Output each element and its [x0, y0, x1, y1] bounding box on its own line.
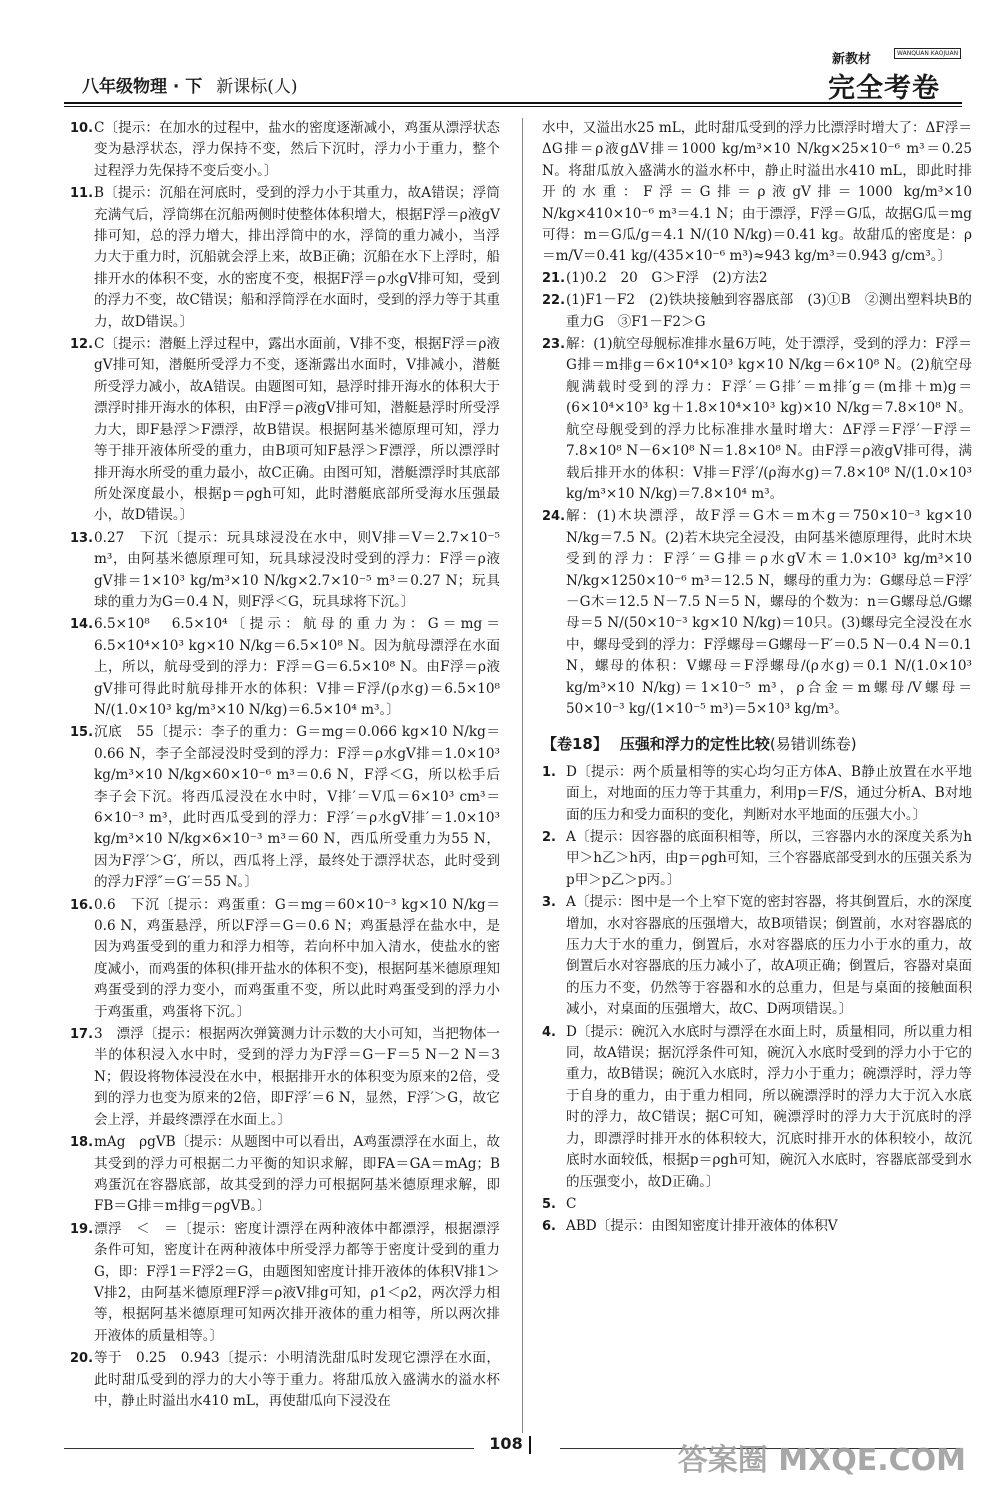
answer-item — [70, 1024, 500, 1131]
course-name: 八年级物理 · 下 — [82, 77, 203, 97]
answer-item — [542, 1194, 972, 1215]
section-title: 压强和浮力的定性比较 — [619, 735, 770, 754]
answer-number: 18. — [70, 1135, 94, 1151]
answer-item — [70, 528, 500, 614]
brand-big-text: 完全考卷 — [828, 73, 940, 104]
answer-number: 23. — [542, 337, 566, 353]
answer-item — [542, 334, 972, 505]
answer-item — [70, 895, 500, 1023]
answer-number: 3. — [542, 895, 556, 911]
answer-item — [70, 1219, 500, 1347]
answer-text: A〔提示：图中是一个上窄下宽的密封容器，将其倒置后，水的深度增加，水对容器底的压强增大，故B项错误；倒置前，水对容器底的压力大于水的重力，倒置后，水对容器底的压力小于水的重力，故倒置后水对容器底的压力减小了，故A项正确；倒置后，容器对桌面的压力不变，仍然等于容器和水的总重力，但是与桌面的接触面积减小，对桌面的压强增大，故C、D两项错误。〕 — [566, 894, 972, 1018]
answer-item — [542, 290, 972, 333]
right-answer-list — [542, 268, 972, 721]
answer-item — [542, 506, 972, 720]
answer-text: B〔提示：沉船在河底时，受到的浮力小于其重力，故A错误；浮筒充满气后，浮筒绑在沉船两侧时使整体体积增大，根据F浮＝ρ液gV排可知，总的浮力增大，排出浮筒中的水，浮筒的重力减小，当浮力大于重力时，沉船就会浮上来，故B正确；沉船在水下上浮时，船排开水的体积不变，水的密度不变，根据F浮＝ρ水gV排可知，受到的浮力不变，故C错误；船和浮筒浮在水面时，受到的浮力等于其重力，故D错误。〕 — [94, 185, 500, 330]
answer-text: ABD〔提示：由图知密度计排开液体的体积V — [566, 1218, 838, 1235]
page-header — [64, 44, 962, 102]
left-column — [70, 118, 500, 1413]
answer-text: D〔提示：碗沉入水底时与漂浮在水面上时，质量相同，所以重力相同，故A错误；据沉浮条件可知，碗沉入水底时受到的浮力小于它的重力，故B错误；碗沉入水底时，浮力小于重力；碗漂浮时，浮力等于自身的重力，由于重力相同，所以碗漂浮时的浮力大于沉入水底时的浮力，故C错误；据C可知，碗漂浮时的浮力大于沉底时的浮力，即漂浮时排开水的体积较大，沉底时排开水的体积较小，故沉底时水面较低，根据p＝ρgh可知，碗沉入水底时，容器底部受到水的压强变小，故D正确。〕 — [566, 1023, 972, 1190]
answer-text: 等于 0.25 0.943〔提示：小明清洗甜瓜时发现它漂浮在水面，此时甜瓜受到的浮力的大小等于重力。将甜瓜放入盛满水的溢水杯中，静止时溢出水410 mL，再使甜瓜向下浸没在 — [94, 1350, 500, 1409]
continued-answer: 水中，又溢出水25 mL，此时甜瓜受到的浮力比漂浮时增大了：ΔF浮＝ΔG排＝ρ液gΔV排＝1000 kg/m³×10 N/kg×25×10⁻⁶ m³＝0.25 N。将甜瓜放入盛满水的溢水杯中，静止时溢出水410 mL，即此时排开的水重：F浮＝G排＝ρ液gV排＝1000 kg/m³×10 N/kg×410×10⁻⁶ m³＝4.1 N；由于漂浮，F浮＝G瓜，故据G瓜＝mg可得：m＝G瓜/g＝4.1 N/(10 N/kg)＝0.41 kg。故甜瓜的密度是：ρ＝m/V＝0.41 kg/(435×10⁻⁶ m³)≈943 kg/m³＝0.943 g/cm³。〕 — [542, 120, 972, 265]
answer-text: mAg ρgVB〔提示：从题图中可以看出，A鸡蛋漂浮在水面上，故其受到的浮力可根据二力平衡的知识求解，即FA＝GA＝mAg；B鸡蛋沉在容器底部，故其受到的浮力可根据阿基米德原理求解，即FB＝G排＝m排g＝ρgVB。〕 — [94, 1134, 500, 1215]
answer-number: 19. — [70, 1221, 94, 1237]
answer-number: 21. — [542, 270, 566, 286]
answer-text: C — [566, 1195, 577, 1212]
section-subtitle: (易错训练卷) — [769, 735, 857, 754]
answer-number: 24. — [542, 509, 566, 525]
footer-rule-left — [64, 1448, 474, 1449]
answer-text: D〔提示：两个质量相等的实心均匀正方体A、B静止放置在水平地面上，对地面的压力等于其重力，利用p＝F/S，通过分析A、B对地面的压力和受力面积的变化，判断对水平地面的压强大小。〕 — [566, 763, 972, 823]
answer-number: 1. — [542, 764, 556, 780]
answer-text: 3 漂浮〔提示：根据两次弹簧测力计示数的大小可知，当把物体一半的体积浸入水中时，受到的浮力为F浮＝G－F＝5 N－2 N＝3 N；假设将物体浸没在水中，根据排开水的体积变为原来的2倍，受到的浮力也变为原来的2倍，即F浮′＝6 N，显然，F浮′＞G，故它会上浮，并最终漂浮在水面上。〕 — [94, 1026, 500, 1128]
page-number — [478, 1434, 548, 1454]
answer-item — [70, 722, 500, 893]
answer-item — [70, 118, 500, 182]
answer-number: 12. — [70, 337, 94, 353]
answer-text: C〔提示：在加水的过程中，盐水的密度逐渐减小，鸡蛋从漂浮状态变为悬浮状态，浮力保持不变，然后下沉时，浮力小于重力，整个过程浮力先保持不变后变小。〕 — [94, 120, 500, 179]
answer-number: 15. — [70, 725, 94, 741]
answer-number: 6. — [542, 1219, 556, 1235]
course-title — [82, 72, 298, 97]
answer-item — [70, 334, 500, 527]
edition-label: 新课标(人) — [216, 77, 298, 97]
answer-text: 漂浮 ＜ ＝〔提示：密度计漂浮在两种液体中都漂浮，根据漂浮条件可知，密度计在两种液体中所受浮力都等于密度计受到的重力G，即：F浮1＝F浮2＝G，由题图知密度计排开液体的体积V排1＞V排2，由阿基米德原理F浮＝ρ液V排g可知，ρ1＜ρ2，两次浮力相等，根据阿基米德原理可知两次排开液体的重力相等，所以两次排开液体的质量相等。〕 — [94, 1220, 500, 1344]
answer-number: 17. — [70, 1027, 94, 1043]
section-heading — [542, 734, 972, 755]
section-tag: 【卷18】 — [542, 735, 608, 754]
answer-item — [542, 1022, 972, 1193]
answer-text: C〔提示：潜艇上浮过程中，露出水面前，V排不变，根据F浮＝ρ液gV排可知，潜艇所受浮力不变，逐渐露出水面时，V排减小，潜艇所受浮力减小，故A错误。由题图可知，悬浮时排开海水的体积大于漂浮时排开海水的体积，由F浮＝ρ液gV排可知，潜艇悬浮时所受浮力大，即F悬浮＞F漂浮，故B错误。根据阿基米德原理可知，浮力等于排开液体所受的重力，由B项可知F悬浮＞F漂浮，所以漂浮时排开海水所受的重力最小，故C正确。由图可知，潜艇漂浮时其底部所处深度最小，根据p＝ρgh可知，此时潜艇底部所受海水压强最小，故D错误。〕 — [94, 336, 500, 524]
answer-text: A〔提示：因容器的底面积相等，所以，三容器内水的深度关系为h甲＞h乙＞h丙，由p＝ρgh可知，三个容器底部受到水的压强关系为p甲＞p乙＞p丙。〕 — [566, 829, 972, 888]
watermark: 答案圈 MXQE.COM — [677, 1443, 966, 1478]
answer-item — [70, 1132, 500, 1218]
answer-number: 22. — [542, 293, 566, 309]
answer-text: 0.6 下沉〔提示：鸡蛋重：G＝mg＝60×10⁻³ kg×10 N/kg＝0.6 N，鸡蛋悬浮，所以F浮＝G＝0.6 N；鸡蛋悬浮在盐水中，是因为鸡蛋受到的重力和浮力相等，若向杯中加入清水，使盐水的密度减小，而鸡蛋的体积(排开盐水的体积不变)，根据阿基米德原理知鸡蛋受到的浮力变小，而鸡蛋重不变，所以此时鸡蛋受到的浮力小于鸡蛋重，鸡蛋将下沉。〕 — [94, 896, 500, 1020]
answer-item — [70, 614, 500, 721]
answer-text: 解：(1)航空母舰标准排水量6万吨，处于漂浮，受到的浮力：F浮＝G排＝m排g＝6×10⁴×10³ kg×10 N/kg＝6×10⁸ N。(2)航空母舰满载时受到的浮力：F浮′＝G排′＝m排′g＝(m排＋m)g＝(6×10⁴×10³ kg＋1.8×10⁴×10³ kg)×10 N/kg＝7.8×10⁸ N。航空母舰受到的浮力比标准排水量时增大：ΔF浮＝F浮′－F浮＝7.8×10⁸ N－6×10⁸ N＝1.8×10⁸ N。由F浮＝ρ液gV排可得，满载后排开水的体积：V排＝F浮′/(ρ海水g)＝7.8×10⁸ N/(1.0×10³ kg/m³×10 N/kg)＝7.8×10⁴ m³。 — [566, 336, 972, 502]
answer-item — [542, 268, 972, 289]
section-answer-list — [542, 762, 972, 1238]
header-rule-thin — [64, 106, 962, 107]
answer-number: 2. — [542, 830, 556, 845]
answer-text: (1)0.2 20 G＞F浮 (2)方法2 — [566, 269, 768, 286]
answer-item — [70, 1348, 500, 1412]
answer-text: 0.27 下沉〔提示：玩具球浸没在水中，则V排＝V＝2.7×10⁻⁵ m³，由阿基米德原理可知，玩具球浸没时受到的浮力：F浮＝ρ液gV排＝1×10³ kg/m³×10 N/kg×2.7×10⁻⁵ m³＝0.27 N；玩具球的重力为G＝0.4 N，则F浮＜G，玩具球将下沉。〕 — [94, 529, 500, 610]
answer-item — [70, 183, 500, 333]
answer-item — [542, 1216, 972, 1237]
answer-text: 沉底 55〔提示：李子的重力：G＝mg＝0.066 kg×10 N/kg＝0.66 N，李子全部浸没时受到的浮力：F浮＝ρ水gV排＝1.0×10³ kg/m³×10 N/kg×60×10⁻⁶ m³＝0.6 N，F浮＜G，所以松手后李子会下沉。将西瓜浸没在水中时，V排′＝V瓜＝6×10³ cm³＝6×10⁻³ m³，此时西瓜受到的浮力：F浮′＝ρ水gV排′＝1.0×10³ kg/m³×10 N/kg×6×10⁻³ m³＝60 N，西瓜所受重力为55 N，因为F浮′＞G′，所以，西瓜将上浮，最终处于漂浮状态，此时受到的浮力F浮″＝G′＝55 N。〕 — [94, 724, 500, 891]
answer-number: 4. — [542, 1024, 556, 1040]
answer-item — [542, 827, 972, 891]
column-divider — [522, 118, 523, 1433]
brand-small-text: 新教材 — [832, 52, 872, 67]
answer-text: 解：(1)木块漂浮，故F浮＝G木＝m木g＝750×10⁻³ kg×10 N/kg＝7.5 N。(2)若木块完全浸没，由阿基米德原理得，此时木块受到的浮力：F浮′＝G排＝ρ水gV木＝1.0×10³ kg/m³×10 N/kg×1250×10⁻⁶ m³＝12.5 N，螺母的重力为：G螺母总＝F浮′－G木＝12.5 N－7.5 N＝5 N，螺母的个数为：n＝G螺母总/G螺母＝5 N/(50×10⁻³ kg×10 N/kg)＝10只。(3)螺母完全浸没在水中，螺母受到的浮力：F浮螺母＝G螺母－F′＝0.5 N－0.4 N＝0.1 N，螺母的体积：V螺母＝F浮螺母/(ρ水g)＝0.1 N/(1.0×10³ kg/m³×10 N/kg)＝1×10⁻⁵ m³，ρ合金＝m螺母/V螺母＝50×10⁻³ kg/(1×10⁻⁵ m³)＝5×10³ kg/m³。 — [566, 508, 972, 717]
brand-logo — [822, 46, 962, 102]
answer-number: 20. — [70, 1351, 94, 1367]
answer-item — [542, 762, 972, 826]
right-column — [542, 118, 972, 1239]
answer-text: (1)F1－F2 (2)铁块接触到容器底部 (3)①B ②测出塑料块B的重力G ③F1－F2＞G — [566, 292, 972, 330]
page-number-bar — [529, 1436, 531, 1454]
page-number-text: 108 — [489, 1434, 523, 1453]
answer-number: 16. — [70, 897, 94, 913]
answer-number: 11. — [70, 186, 94, 202]
answer-item — [542, 892, 972, 1020]
answer-number: 10. — [70, 121, 94, 136]
answer-number: 5. — [542, 1196, 556, 1212]
answer-number: 13. — [70, 530, 94, 546]
answer-text: 6.5×10⁸ 6.5×10⁴〔提示：航母的重力为：G＝mg＝6.5×10⁴×10³ kg×10 N/kg＝6.5×10⁸ N。因为航母漂浮在水面上，所以，航母受到的浮力：F浮＝G＝6.5×10⁸ N。由F浮＝ρ液gV排可得此时航母排开水的体积：V排＝F浮/(ρ水g)＝6.5×10⁸ N/(1.0×10³ kg/m³×10 N/kg)＝6.5×10⁴ m³。〕 — [94, 616, 500, 718]
brand-pinyin: WANQUAN KAOJUAN — [894, 48, 961, 59]
answer-number: 14. — [70, 617, 94, 633]
header-rule — [64, 102, 962, 104]
